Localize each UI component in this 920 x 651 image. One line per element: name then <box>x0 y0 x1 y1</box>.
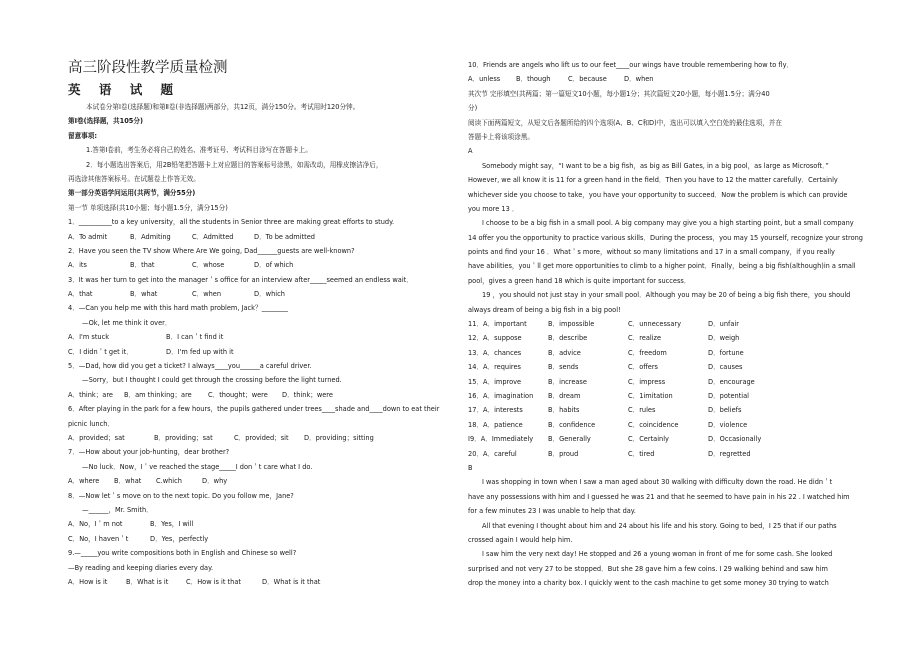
option: B．I can＇t find it <box>166 333 224 342</box>
exam-title: 高三阶段性教学质量检测 <box>68 60 228 76</box>
passage-b-line: All that evening I thought about him and 24 about his life and his story. Going to bed，I 25 that if our paths <box>482 521 837 530</box>
option: D．causes <box>708 363 743 372</box>
option: D．think；were <box>282 390 333 399</box>
options-q2 <box>68 258 466 272</box>
option: D．fortune <box>708 348 744 357</box>
passage-a-line: pool，gives a green hand 18 which is quite important for success． <box>468 276 691 285</box>
option: A．To admit <box>68 232 108 241</box>
question-4-reply: —Ok, let me think it over． <box>82 318 172 327</box>
option: C．thought；were <box>208 390 268 399</box>
option: 20．A．careful <box>468 449 517 458</box>
options-row <box>468 375 868 389</box>
notice-1: 1.答第Ⅰ卷前，考生务必将自己的姓名、准考证号、考试科目涂写在答题卡上。 <box>86 146 312 155</box>
option: 13．A．chances <box>468 348 522 357</box>
passage-b-line: I was shopping in town when I saw a man aged about 30 walking with difficulty down the road. He didn＇t <box>482 478 833 487</box>
question-2: 2．Have you seen the TV show Where Are We going, Dad______guests are well-known? <box>68 246 355 255</box>
passage-a-line: whichever side you choose to take，you have your opportunity to succeed．Now the problem is which can provide <box>468 190 848 199</box>
passage-a-line: always dream of being a big fish in a big pool! <box>468 305 621 314</box>
options-row <box>468 346 868 360</box>
option: B．habits <box>548 406 580 415</box>
options-row <box>468 389 868 403</box>
option: 16．A．imagination <box>468 391 534 400</box>
option: D．why <box>202 477 228 486</box>
option: C．Admitted <box>192 232 234 241</box>
question-1: 1．__________to a key university，all the students in Senior three are making great efforts to study. <box>68 218 395 227</box>
question-8-reply: —______，Mr. Smith． <box>82 505 153 514</box>
right-column <box>468 58 868 590</box>
option: A．provided；sat <box>68 433 125 442</box>
section1-title: 第一部分英语学问运用(共两节，满分55分) <box>68 189 196 198</box>
option: B．what <box>114 477 142 486</box>
notice-title: 留意事项: <box>68 131 98 140</box>
option: C．I didn＇t get it． <box>68 347 133 356</box>
options-q5 <box>68 388 466 402</box>
options-row <box>468 360 868 374</box>
options-q8a <box>68 517 466 531</box>
option: B．What is it <box>126 577 169 586</box>
question-10: 10．Friends are angels who lift us to our feet____our wings have trouble remembering how to fly． <box>468 61 794 69</box>
option: C．because <box>568 75 607 84</box>
left-column <box>68 58 466 589</box>
option: C．freedom <box>628 348 667 357</box>
question-7-reply: —No luck．Now，I＇ve reached the stage_____I don＇t care what I do. <box>82 462 313 471</box>
intro-text: 本试卷分第Ⅰ卷(选择题)和第Ⅱ卷(非选择题)两部分，共12页，满分150分。考试用时120分钟。 <box>86 103 360 111</box>
question-9: 9.—_____you write compositions both in English and Chinese so well? <box>68 549 297 558</box>
option: B．describe <box>548 334 588 343</box>
option: D．What is it that <box>262 577 321 586</box>
option: D．violence <box>708 420 748 429</box>
option: C．tired <box>628 449 655 458</box>
option: D．potential <box>708 391 750 400</box>
option: D．which <box>254 290 285 299</box>
option: D．To be admitted <box>254 232 315 241</box>
option: 17．A．interests <box>468 406 523 415</box>
option: C．unnecessary <box>628 320 681 329</box>
option: C．coincidence <box>628 420 679 429</box>
option: 18．A．patience <box>468 420 523 429</box>
option: B．proud <box>548 449 579 458</box>
option: B．increase <box>548 377 587 386</box>
notice-2-cont: 再选涂其他答案标号。在试题卷上作答无效。 <box>68 174 200 183</box>
option: D．encourage <box>708 377 755 386</box>
option: C．impress <box>628 377 666 386</box>
option: C．offers <box>628 363 658 372</box>
section1-subtitle: 第一节 单项选择(共10小题；每小题1.5分，满分15分) <box>68 203 228 212</box>
option: C．whose <box>192 261 225 270</box>
question-5: 5．—Dad, how did you get a ticket? I always____you______a careful driver. <box>68 362 312 371</box>
option: C．when <box>192 290 222 299</box>
question-6-cont: picnic lunch． <box>68 419 114 428</box>
passage-a-line: have abilities，you＇ll get more opportunities to climb to a higher point．Finally，being a big fish(although)in a small <box>468 262 856 271</box>
options-q3 <box>68 287 466 301</box>
option: 14．A．requires <box>468 363 521 372</box>
part1-title: 第Ⅰ卷(选择题，共105分) <box>68 117 143 126</box>
passage-b-line: have any possessions with him and I guessed he was 21 and that he seemed to have pain in his 22 . I watched him <box>468 492 850 501</box>
options-row <box>468 418 868 432</box>
question-8: 8．—Now let＇s move on to the next topic. Do you follow me，Jane? <box>68 491 294 500</box>
section2-instructions: 阅读下面两篇短文，从短文后各题所给的四个选项(A、B、C和D)中，选出可以填入空白处的最佳选项，并在 <box>468 118 782 127</box>
option: B．am thinking；are <box>124 390 192 399</box>
question-4: 4．—Can you help me with this hard math problem, Jack？________ <box>68 304 288 313</box>
option: B．providing；sat <box>154 433 213 442</box>
options-q7 <box>68 474 466 488</box>
passage-b-line: I saw him the very next day! He stopped and 26 a young woman in front of me for some cash. She looked <box>482 550 833 559</box>
option: 12．A．suppose <box>468 334 522 343</box>
option: A．where <box>68 477 100 486</box>
option: D．regretted <box>708 449 751 458</box>
option: A．I'm stuck <box>68 333 110 342</box>
option: B．though <box>516 75 551 84</box>
option: A．unless <box>468 75 501 84</box>
options-q10 <box>468 72 868 86</box>
passage-a-line: points and find your 16 ．What＇s more，without so many limitations and 17 in a small company，if you really <box>468 248 835 257</box>
option: 11．A．important <box>468 320 527 329</box>
option: B．Yes，I will <box>150 520 194 529</box>
option: A．How is it <box>68 577 108 586</box>
notice-2: 2．每小题选出答案后，用2B铅笔把答题卡上对应题目的答案标号涂黑，如需改动，用橡皮擦洁净后， <box>86 160 383 169</box>
option: A．its <box>68 261 87 270</box>
option: 15．A．improve <box>468 377 522 386</box>
options-q9 <box>68 575 466 589</box>
option: D．providing；sitting <box>304 433 374 442</box>
section2-title: 其次节 完形填空(共两篇；第一篇短文10小题，每小题1分；其次篇短文20小题，每小题1.5分；满分40 <box>468 89 770 98</box>
option: B．dream <box>548 391 581 400</box>
options-q1 <box>68 230 466 244</box>
question-5-reply: —Sorry，but I thought I could get through the crossing before the light turned. <box>82 376 342 385</box>
passage-b-line: for a few minutes 23 I was unable to help that day. <box>468 507 636 516</box>
options-q8b <box>68 532 466 546</box>
options-q4a <box>68 330 466 344</box>
option: C．1imitation <box>628 391 673 400</box>
option: B．what <box>130 290 158 299</box>
option: B．sends <box>548 363 579 372</box>
options-row <box>468 317 868 331</box>
options-q6 <box>68 431 466 445</box>
option: C．provided；sit <box>234 433 289 442</box>
option: A．No，I＇m not <box>68 520 123 529</box>
option: A．that <box>68 290 93 299</box>
options-row <box>468 447 868 461</box>
option: I9．A．Immediately <box>468 435 534 444</box>
section2-instructions-cont: 答题卡上将该项涂黑。 <box>468 132 534 141</box>
passage-a-label: A <box>468 147 473 156</box>
option: C．No，I haven＇t <box>68 534 129 543</box>
option: C．rules <box>628 406 656 415</box>
option: B．Admiting <box>130 232 171 241</box>
option: D．Yes，perfectly <box>150 534 209 543</box>
question-7: 7．—How about your job-hunting，dear brother? <box>68 448 230 457</box>
options-row <box>468 432 868 446</box>
option: C．Certainly <box>628 435 669 444</box>
question-3: 3．It was her turn to get into the manager＇s office for an interview after_____seemed an endless wait． <box>68 275 413 284</box>
option: A．think；are <box>68 390 113 399</box>
option: B．that <box>130 261 155 270</box>
passage-a-line: you more 13 ． <box>468 204 519 213</box>
passage-b-line: surprised and not very 27 to be stopped．But she 28 gave him a few coins. I 29 walking behind and saw him <box>468 564 828 573</box>
option: D．of which <box>254 261 294 270</box>
passage-b-line: drop the money into a charity box. I quickly went to the cash machine to get some money 30 trying to watch <box>468 579 829 588</box>
option: C．How is it that <box>186 577 241 586</box>
option: B．advice <box>548 348 581 357</box>
option: D．unfair <box>708 320 739 329</box>
option: B．impossible <box>548 320 595 329</box>
passage-a-line: I choose to be a big fish in a small pool. A big company may give you a high starting point, but a small company <box>482 219 854 228</box>
option: D．weigh <box>708 334 740 343</box>
option: C．realize <box>628 334 662 343</box>
passage-b-line: crossed again I would help him. <box>468 535 573 544</box>
option: D．beliefs <box>708 406 742 415</box>
passage-a-line: 19 ，you should not just stay in your small pool．Although you may be 20 of being a big fish there，you should <box>482 291 851 300</box>
question-6: 6．After playing in the park for a few hours，the pupils gathered under trees____shade and____down to eat their <box>68 405 440 414</box>
options-row <box>468 331 868 345</box>
options-row <box>468 403 868 417</box>
section2-title-cont: 分) <box>468 104 478 113</box>
question-9-reply: —By reading and keeping diaries every day. <box>68 563 214 572</box>
option: D．when <box>624 75 654 84</box>
option: D．Occasionally <box>708 435 762 444</box>
option: D．I'm fed up with it <box>166 347 234 356</box>
passage-a-line: 14 offer you the opportunity to practice various skills．During the process，you may 15 yourself, recognize your strong <box>468 233 863 242</box>
option: B．confidence <box>548 420 596 429</box>
passage-a-line: Somebody might say，“I want to be a big fish，as big as Bill Gates, in a big pool，as large as Microsoft．” <box>482 161 829 170</box>
option: C.which <box>156 477 182 486</box>
option: B．Generally <box>548 435 591 444</box>
subject-title: 英 语 试 题 <box>68 82 181 97</box>
passage-b-label: B <box>468 463 473 472</box>
options-q4b <box>68 345 466 359</box>
passage-a-line: However, we all know it is 11 for a green hand in the field．Then you have to 12 the matter carefully．Certainly <box>468 176 838 185</box>
